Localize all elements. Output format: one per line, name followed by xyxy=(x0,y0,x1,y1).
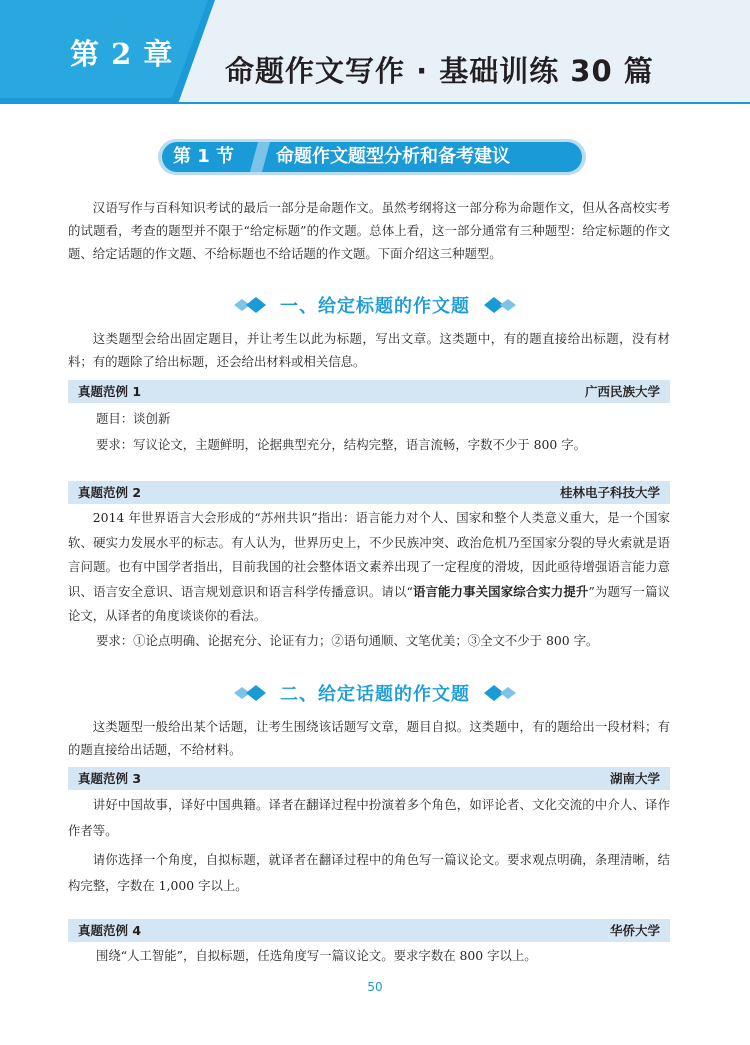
example-4-label: 真题范例 4 xyxy=(78,923,142,938)
example-2-requirement: 要求：①论点明确、论据充分、论证有力；②语句通顺、文笔优美；③全文不少于 800 字。 xyxy=(96,633,599,648)
example-1-school: 广西民族大学 xyxy=(584,384,660,399)
part2-heading: 二、给定话题的作文题 xyxy=(280,684,470,705)
example-3-text-1: 讲好中国故事，译好中国典籍。译者在翻译过程中扮演着多个角色，如评论者、文化交流的中介人、译作作者等。 xyxy=(68,797,670,838)
example-2-bar xyxy=(68,481,670,504)
part2-heading-row xyxy=(0,678,750,708)
example-2-school: 桂林电子科技大学 xyxy=(559,485,660,500)
diamond-left-icon xyxy=(226,295,268,315)
example-3-text-2: 请你选择一个角度，自拟标题，就译者在翻译过程中的角色写一篇议论文。要求观点明确，条理清晰，结构完整，字数在 1,000 字以上。 xyxy=(68,852,670,893)
chapter-label: 第 2 章 xyxy=(70,37,174,71)
diamond-left-icon xyxy=(226,683,268,703)
example-2-text: 2014 年世界语言大会形成的“苏州共识”指出：语言能力对个人、国家和整个人类意义重大，是一个国家软、硬实力发展水平的标志。有人认为，世界历史上，不少民族冲突、政治危机乃至国家分裂的导火索就是语言问题。也有中国学者指出，目前我国的社会整体语文素养出现了一定程度的滑坡，因此亟待增强语言能力意识、语言安全意识、语言规划意识和语言科学传播意识。请以“语言能力事关国家综合实力提升”为题写一篇议论文，从译者的角度谈谈你的看法。 xyxy=(68,510,671,623)
example-4-text: 围绕“人工智能”，自拟标题，任选角度写一篇议论文。要求字数在 800 字以上。 xyxy=(96,948,537,963)
chapter-title: 命题作文写作 · 基础训练 30 篇 xyxy=(225,54,654,88)
example-3-school: 湖南大学 xyxy=(609,771,660,786)
example-1-bar xyxy=(68,380,670,403)
example-1-requirement: 要求：写议论文，主题鲜明，论据典型充分，结构完整，语言流畅，字数不少于 800 字。 xyxy=(96,437,586,452)
diamond-right-icon xyxy=(482,295,524,315)
part1-description: 这类题型会给出固定题目，并让考生以此为标题，写出文章。这类题中，有的题直接给出标题，没有材料；有的题除了给出标题，还会给出材料或相关信息。 xyxy=(68,331,670,369)
page-number: 50 xyxy=(367,980,383,994)
example-3-label: 真题范例 3 xyxy=(78,771,142,786)
section-title: 命题作文题型分析和备考建议 xyxy=(276,146,510,167)
example-1-topic: 题目：谈创新 xyxy=(96,411,171,426)
part2-description: 这类题型一般给出某个话题，让考生围绕该话题写文章，题目自拟。这类题中，有的题给出一段材料；有的题直接给出话题，不给材料。 xyxy=(68,719,670,757)
section-label: 第 1 节 xyxy=(173,146,235,167)
part1-heading: 一、给定标题的作文题 xyxy=(280,296,470,317)
example-1-label: 真题范例 1 xyxy=(78,384,142,399)
example-2-bold-title: 语言能力事关国家综合实力提升 xyxy=(412,583,589,599)
intro-paragraph: 汉语写作与百科知识考试的最后一部分是命题作文。虽然考纲将这一部分称为命题作文，但从各高校实考的试题看，考查的题型并不限于“给定标题”的作文题。总体上看，这一部分通常有三种题型：给定标题的作文题、给定话题的作文题、不给标题也不给话题的作文题。下面介绍这三种题型。 xyxy=(68,200,670,261)
example-2-label: 真题范例 2 xyxy=(78,485,142,500)
part1-heading-row xyxy=(0,290,750,320)
diamond-right-icon xyxy=(482,683,524,703)
example-4-school: 华侨大学 xyxy=(609,923,660,938)
example-3-bar xyxy=(68,767,670,790)
example-4-bar xyxy=(68,919,670,942)
